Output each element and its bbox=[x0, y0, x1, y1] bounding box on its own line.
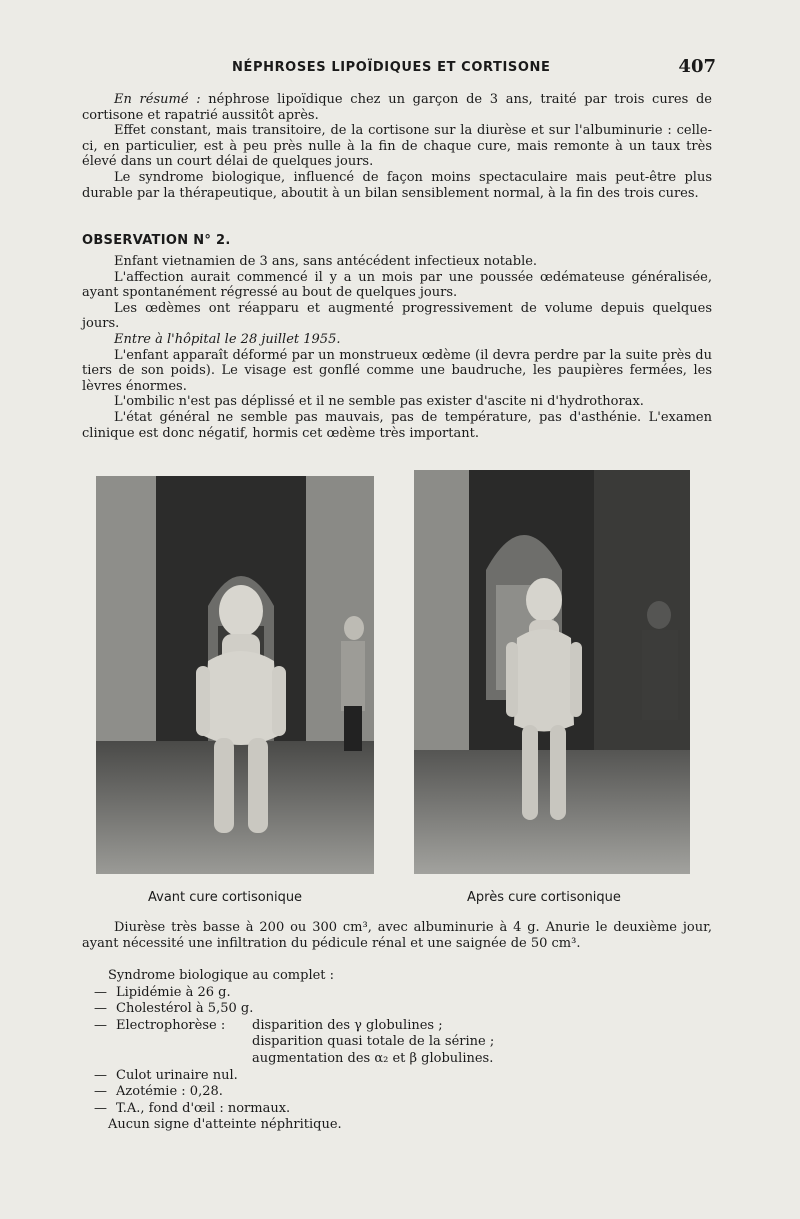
resume-paragraph-1 bbox=[82, 92, 712, 123]
photo-after-treatment bbox=[414, 470, 690, 874]
azotemie-text: Azotémie : 0,28. bbox=[116, 1084, 223, 1100]
list-item bbox=[82, 1101, 722, 1118]
cholesterol-text: Cholestérol à 5,50 g. bbox=[116, 1001, 254, 1017]
list-item bbox=[82, 985, 722, 1002]
page-number: 407 bbox=[678, 56, 716, 77]
observation-heading: OBSERVATION N° 2. bbox=[82, 233, 231, 248]
photo-before-treatment bbox=[96, 476, 374, 874]
observation-paragraph-2: L'affection aurait commencé il y a un mois par une poussée œdémateuse généralisée, ayant spontanément régressé au bout de quelques jours. bbox=[82, 269, 712, 301]
list-item bbox=[82, 1001, 722, 1018]
syndrome-line bbox=[82, 968, 722, 985]
observation-section bbox=[82, 254, 712, 441]
dash: — bbox=[94, 1017, 107, 1033]
list-item bbox=[82, 1068, 722, 1085]
lipidemie-text: Lipidémie à 26 g. bbox=[116, 984, 231, 1000]
syndrome-text: Syndrome biologique au complet : bbox=[108, 968, 335, 983]
conclusion-text: Aucun signe d'atteinte néphritique. bbox=[108, 1117, 342, 1133]
running-head bbox=[82, 58, 722, 78]
running-title: NÉPHROSES LIPOÏDIQUES ET CORTISONE bbox=[232, 60, 551, 75]
photo-before-image bbox=[96, 476, 374, 874]
diuresis-paragraph: Diurèse très basse à 200 ou 300 cm³, avec albuminurie à 4 g. Anurie le deuxième jour, ayant nécessité une infiltration du pédicule rénal et une saignée de 50 cm³. bbox=[82, 920, 712, 951]
list-item bbox=[82, 1018, 722, 1035]
resume-label: En résumé : bbox=[114, 92, 201, 107]
observation-admission-date: Entre à l'hôpital le 28 juillet 1955. bbox=[114, 331, 341, 347]
electrophorese-term: Electrophorèse : bbox=[116, 1017, 226, 1033]
resume-paragraph-2: Effet constant, mais transitoire, de la cortisone sur la diurèse et sur l'albuminurie : celle-ci, en particulier, est à peu près nulle à la fin de chaque cure, mais remonte à un taux très élevé dans un court délai de quelques jours. bbox=[82, 123, 712, 170]
dash: — bbox=[94, 1001, 107, 1017]
caption-after: Après cure cortisonique bbox=[467, 890, 621, 905]
culot-text: Culot urinaire nul. bbox=[116, 1067, 238, 1083]
dash: — bbox=[94, 1100, 107, 1116]
dash: — bbox=[94, 984, 107, 1000]
observation-paragraph-7: L'état général ne semble pas mauvais, pas de température, pas d'asthénie. L'examen clinique est donc négatif, hormis cet œdème très important. bbox=[82, 409, 712, 441]
observation-paragraph-6: L'ombilic n'est pas déplissé et il ne semble pas exister d'ascite ni d'hydrothorax. bbox=[114, 394, 644, 410]
dash: — bbox=[94, 1084, 107, 1100]
diuresis-paragraph-block bbox=[82, 920, 712, 951]
observation-paragraph-5: L'enfant apparaît déformé par un monstrueux œdème (il devra perdre par la suite près du tiers de son poids). Le visage est gonflé comme une baudruche, les paupières fermées, les lèvres énormes. bbox=[82, 347, 712, 394]
resume-text: néphrose lipoïdique chez un garçon de 3 ans, traité par trois cures de cortisone et rapatrié aussitôt après. bbox=[82, 92, 712, 123]
list-item bbox=[82, 1051, 722, 1068]
electrophorese-line-2: disparition quasi totale de la sérine ; bbox=[252, 1034, 495, 1050]
observation-paragraph-1: Enfant vietnamien de 3 ans, sans antécédent infectieux notable. bbox=[114, 254, 538, 269]
electrophorese-line-3: augmentation des α₂ et β globulines. bbox=[252, 1050, 494, 1066]
list-item bbox=[82, 1084, 722, 1101]
caption-before: Avant cure cortisonique bbox=[148, 890, 303, 905]
resume-paragraph-3: Le syndrome biologique, influencé de façon moins spectaculaire mais peut-être plus durable par la thérapeutique, aboutit à un bilan sensiblement normal, à la fin des trois cures. bbox=[82, 169, 712, 201]
photo-after-image bbox=[414, 470, 690, 874]
resume-section bbox=[82, 92, 712, 201]
ta-text: T.A., fond d'œil : normaux. bbox=[116, 1100, 291, 1116]
list-item bbox=[82, 1034, 722, 1051]
electrophorese-line-1: disparition des γ globulines ; bbox=[252, 1017, 443, 1033]
biology-list bbox=[82, 968, 722, 1134]
observation-paragraph-3: Les œdèmes ont réapparu et augmenté progressivement de volume depuis quelques jours. bbox=[82, 300, 712, 332]
conclusion-line bbox=[82, 1117, 722, 1134]
dash: — bbox=[94, 1067, 107, 1083]
